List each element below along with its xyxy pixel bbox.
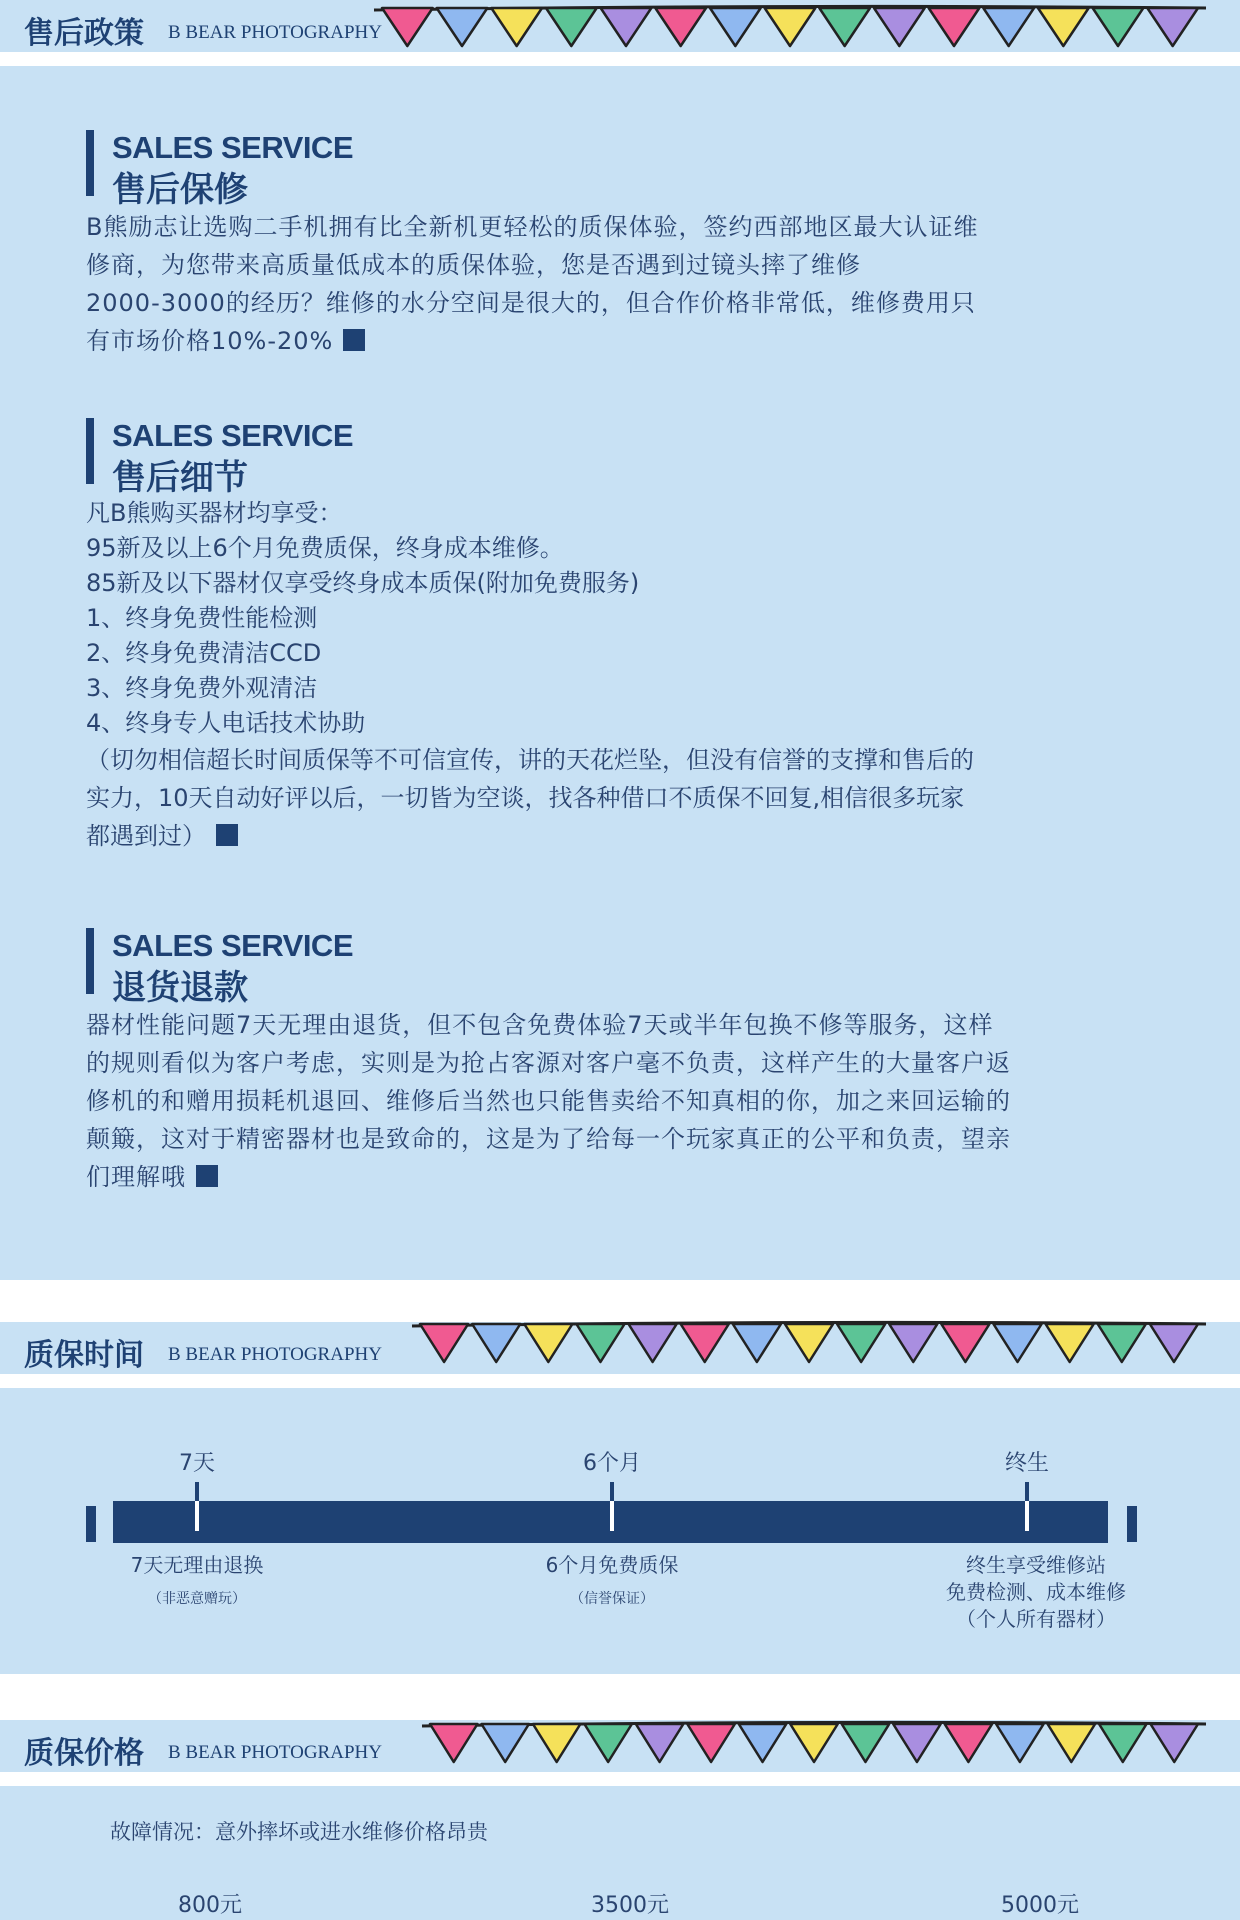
body-line: 有市场价格10%-20% bbox=[86, 322, 1146, 360]
bunting-flag bbox=[420, 1324, 468, 1362]
policy-content-band bbox=[0, 66, 1240, 1280]
bunting-flag bbox=[533, 1724, 580, 1762]
bunting-flag bbox=[1038, 8, 1089, 46]
price-label: 5000元 bbox=[1001, 1893, 1079, 1918]
bunting-flag bbox=[790, 1724, 837, 1762]
body-line: 2、终身免费清洁CCD bbox=[86, 639, 322, 667]
body-line: 3、终身免费外观清洁 bbox=[86, 674, 318, 702]
section-title-cn: 售后保修 bbox=[112, 170, 248, 210]
bunting-flag bbox=[842, 1724, 889, 1762]
bunting-flag bbox=[1048, 1724, 1095, 1762]
bunting-flag bbox=[1046, 1324, 1094, 1362]
timeline-note: （信誉保证） bbox=[570, 1591, 654, 1607]
timeline-label: 6个月 bbox=[583, 1451, 641, 1476]
bunting-flag bbox=[996, 1724, 1043, 1762]
end-square-icon bbox=[343, 329, 365, 351]
body-line: 4、终身专人电话技术协助 bbox=[86, 709, 366, 737]
header-brand: B BEAR PHOTOGRAPHY bbox=[168, 22, 382, 43]
section-marker bbox=[86, 130, 94, 196]
bunting-flag bbox=[993, 1324, 1041, 1362]
section-marker bbox=[86, 928, 94, 994]
section-body bbox=[86, 208, 1146, 360]
bunting-flag bbox=[601, 8, 652, 46]
price-label: 3500元 bbox=[591, 1893, 669, 1918]
body-line: 修商，为您带来高质量低成本的质保体验，您是否遇到过镜头摔了维修 bbox=[86, 251, 861, 279]
bunting-flag bbox=[584, 1724, 631, 1762]
body-line: 颠簸，这对于精密器材也是致命的，这是为了给每一个玩家真正的公平和负责，望亲 bbox=[86, 1125, 1011, 1153]
body-line: 们理解哦 bbox=[86, 1158, 1146, 1196]
bunting-flag bbox=[819, 8, 870, 46]
section-body bbox=[86, 1006, 1146, 1196]
body-line: 2000-3000的经历？维修的水分空间是很大的，但合作价格非常低，维修费用只 bbox=[86, 289, 976, 317]
bunting-decoration bbox=[0, 1716, 1240, 1776]
body-line: 1、终身免费性能检测 bbox=[86, 604, 318, 632]
header-title: 质保价格 bbox=[24, 1736, 144, 1771]
bunting-flag bbox=[1150, 1324, 1198, 1362]
bunting-flag bbox=[430, 1724, 477, 1762]
bunting-flag bbox=[945, 1724, 992, 1762]
bunting-flag bbox=[1093, 8, 1144, 46]
body-line: 都遇到过） bbox=[86, 817, 1146, 855]
bunting-flag bbox=[681, 1324, 729, 1362]
bunting-flag bbox=[546, 8, 597, 46]
bunting-flag bbox=[889, 1324, 937, 1362]
warranty-timeline-band bbox=[0, 1388, 1240, 1674]
bunting-flag bbox=[874, 8, 925, 46]
body-line: （切勿相信超长时间质保等不可信宣传，讲的天花烂坠，但没有信誉的支撑和售后的 bbox=[86, 746, 974, 774]
body-line: 修机的和赠用损耗机退回、维修后当然也只能售卖给不知真相的你，加之来回运输的 bbox=[86, 1087, 1011, 1115]
bunting-flag bbox=[983, 8, 1034, 46]
bunting-flag bbox=[524, 1324, 572, 1362]
bunting-flag bbox=[576, 1324, 624, 1362]
body-line: B熊励志让选购二手机拥有比全新机更轻松的质保体验，签约西部地区最大认证维 bbox=[86, 213, 979, 241]
section-warranty-repair bbox=[86, 130, 1146, 380]
bunting-flag bbox=[837, 1324, 885, 1362]
bunting-flag bbox=[785, 1324, 833, 1362]
bunting-flag bbox=[655, 8, 706, 46]
bunting-flag bbox=[1151, 1724, 1198, 1762]
end-square-icon bbox=[196, 1165, 218, 1187]
section-marker bbox=[86, 418, 94, 484]
timeline-label: 终生 bbox=[1004, 1451, 1049, 1476]
bunting-flag bbox=[733, 1324, 781, 1362]
header-policy bbox=[0, 0, 1240, 52]
bunting-flag bbox=[765, 8, 816, 46]
body-line: 器材性能问题7天无理由退货，但不包含免费体验7天或半年包换不修等服务，这样 bbox=[86, 1011, 994, 1039]
header-warranty-time bbox=[0, 1322, 1240, 1374]
bunting-flag bbox=[1147, 8, 1198, 46]
body-line: 实力，10天自动好评以后，一切皆为空谈，找各种借口不质保不回复,相信很多玩家 bbox=[86, 784, 965, 812]
bunting-flag bbox=[382, 8, 433, 46]
section-service-details bbox=[86, 418, 1146, 888]
bunting-flag bbox=[1098, 1324, 1146, 1362]
body-line: 凡B熊购买器材均享受： bbox=[86, 499, 343, 527]
timeline-label: 7天 bbox=[179, 1451, 215, 1476]
body-line: 85新及以下器材仅享受终身成本质保(附加免费服务) bbox=[86, 569, 640, 597]
section-returns-refunds bbox=[86, 928, 1146, 1228]
body-line: 的规则看似为客户考虑，实则是为抢占客源对客户毫不负责，这样产生的大量客户返 bbox=[86, 1049, 1011, 1077]
bunting-flag bbox=[491, 8, 542, 46]
timeline-desc: 7天无理由退换 bbox=[130, 1553, 264, 1577]
bunting-flag bbox=[893, 1724, 940, 1762]
bunting-flag bbox=[629, 1324, 677, 1362]
timeline-note: （非恶意赠玩） bbox=[148, 1591, 246, 1607]
timeline-desc: 免费检测、成本维修 bbox=[946, 1580, 1126, 1604]
header-warranty-price bbox=[0, 1720, 1240, 1772]
bunting-flag bbox=[636, 1724, 683, 1762]
fault-text: 故障情况：意外摔坏或进水维修价格昂贵 bbox=[110, 1820, 488, 1844]
section-title-en: SALES SERVICE bbox=[112, 418, 354, 453]
header-brand: B BEAR PHOTOGRAPHY bbox=[168, 1742, 382, 1763]
section-body bbox=[86, 496, 1146, 855]
section-title-cn: 退货退款 bbox=[112, 968, 248, 1008]
header-title: 质保时间 bbox=[24, 1338, 144, 1373]
bunting-flag bbox=[437, 8, 488, 46]
section-title-cn: 售后细节 bbox=[112, 458, 248, 498]
timeline-desc: 6个月免费质保 bbox=[545, 1553, 679, 1577]
bunting-flag bbox=[941, 1324, 989, 1362]
bunting-flag bbox=[472, 1324, 520, 1362]
price-label: 800元 bbox=[178, 1893, 242, 1918]
header-brand: B BEAR PHOTOGRAPHY bbox=[168, 1344, 382, 1365]
bunting-decoration bbox=[0, 0, 1240, 60]
section-title-en: SALES SERVICE bbox=[112, 928, 354, 963]
bunting-flag bbox=[710, 8, 761, 46]
timeline-desc: （个人所有器材） bbox=[956, 1607, 1116, 1631]
header-title: 售后政策 bbox=[24, 16, 144, 51]
bunting-flag bbox=[1099, 1724, 1146, 1762]
bunting-decoration bbox=[0, 1316, 1240, 1376]
body-line: 95新及以上6个月免费质保，终身成本维修。 bbox=[86, 534, 564, 562]
warranty-price-band bbox=[0, 1786, 1240, 1920]
bunting-flag bbox=[739, 1724, 786, 1762]
end-square-icon bbox=[216, 824, 238, 846]
timeline-desc: 终生享受维修站 bbox=[966, 1553, 1106, 1577]
bunting-flag bbox=[481, 1724, 528, 1762]
bunting-flag bbox=[687, 1724, 734, 1762]
bunting-flag bbox=[929, 8, 980, 46]
section-title-en: SALES SERVICE bbox=[112, 130, 354, 165]
